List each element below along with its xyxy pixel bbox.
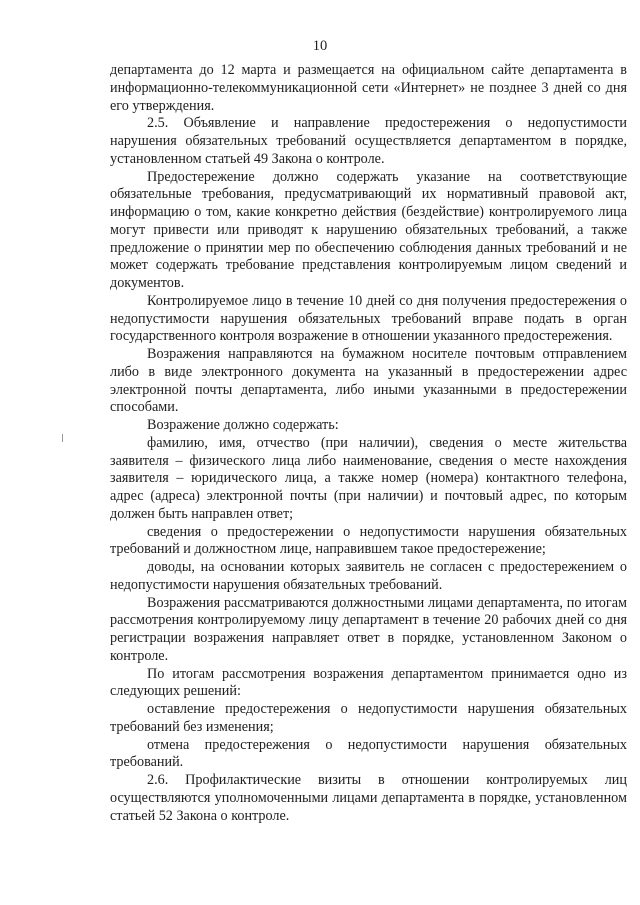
paragraph-objection-review: Возражения рассматриваются должностными лицами департамента, по итогам рассмотрения контролируемому лицу департамент в течение 20 рабочих дней со дня регистрации возражения направляет ответ в порядке, установленном Законом о контроле.: [110, 594, 627, 664]
list-item-applicant-info: фамилию, имя, отчество (при наличии), сведения о месте жительства заявителя – физического лица либо наименование, сведения о месте нахождения заявителя – юридического лица, а также номер (номера) контактного телефона, адрес (адреса) электронной почты (при наличии) и почтовый адрес, по которым должен быть направлен ответ;: [110, 434, 627, 522]
margin-mark: [62, 434, 63, 442]
paragraph-objection-right: Контролируемое лицо в течение 10 дней со дня получения предостережения о недопустимости нарушения обязательных требований вправе подать в орган государственного контроля возражение в отношении указанного предостережения.: [110, 292, 627, 345]
paragraph-section-2-5: 2.5. Объявление и направление предостережения о недопустимости нарушения обязательных требований осуществляется департаментом в порядке, установленном статьей 49 Закона о контроле.: [110, 115, 627, 167]
paragraph-objection-delivery: Возражения направляются на бумажном носителе почтовым отправлением либо в виде электронного документа на указанный в предостережении адрес электронной почты департамента, либо иными указанными в предостережении способами.: [110, 346, 627, 416]
list-item-decision-cancel: отмена предостережения о недопустимости нарушения обязательных требований.: [110, 736, 627, 771]
list-item-warning-info: сведения о предостережении о недопустимости нарушения обязательных требований и должностном лице, направившем такое предостережение;: [110, 523, 627, 558]
list-item-arguments: доводы, на основании которых заявитель не согласен с предостережением о недопустимости нарушения обязательных требований.: [110, 559, 627, 593]
paragraph-review-decisions: По итогам рассмотрения возражения департаментом принимается одно из следующих решений:: [110, 665, 627, 700]
paragraph-continuation: департамента до 12 марта и размещается на официальном сайте департамента в информационно-телекоммуникационной сети «Интернет» не позднее 3 дней со дня его утверждения.: [110, 62, 627, 114]
paragraph-warning-content: Предостережение должно содержать указание на соответствующие обязательные требования, предусматривающий их нормативный правовой акт, информацию о том, какие конкретно действия (бездействие) контролируемого лица могут привести или приводят к нарушению обязательных требований, а также предложение о принятии мер по обеспечению соблюдения данных требований и не может содержать требование представления контролируемым лицом сведений и документов.: [110, 168, 627, 291]
list-item-decision-keep: оставление предостережения о недопустимости нарушения обязательных требований без изменения;: [110, 701, 627, 735]
paragraph-section-2-6: 2.6. Профилактические визиты в отношении контролируемых лиц осуществляются уполномоченными лицами департамента в порядке, установленном статьей 52 Закона о контроле.: [110, 772, 627, 824]
page-number: 10: [312, 38, 328, 54]
paragraph-objection-must-contain: Возражение должно содержать:: [147, 417, 339, 433]
document-body: [110, 62, 627, 825]
